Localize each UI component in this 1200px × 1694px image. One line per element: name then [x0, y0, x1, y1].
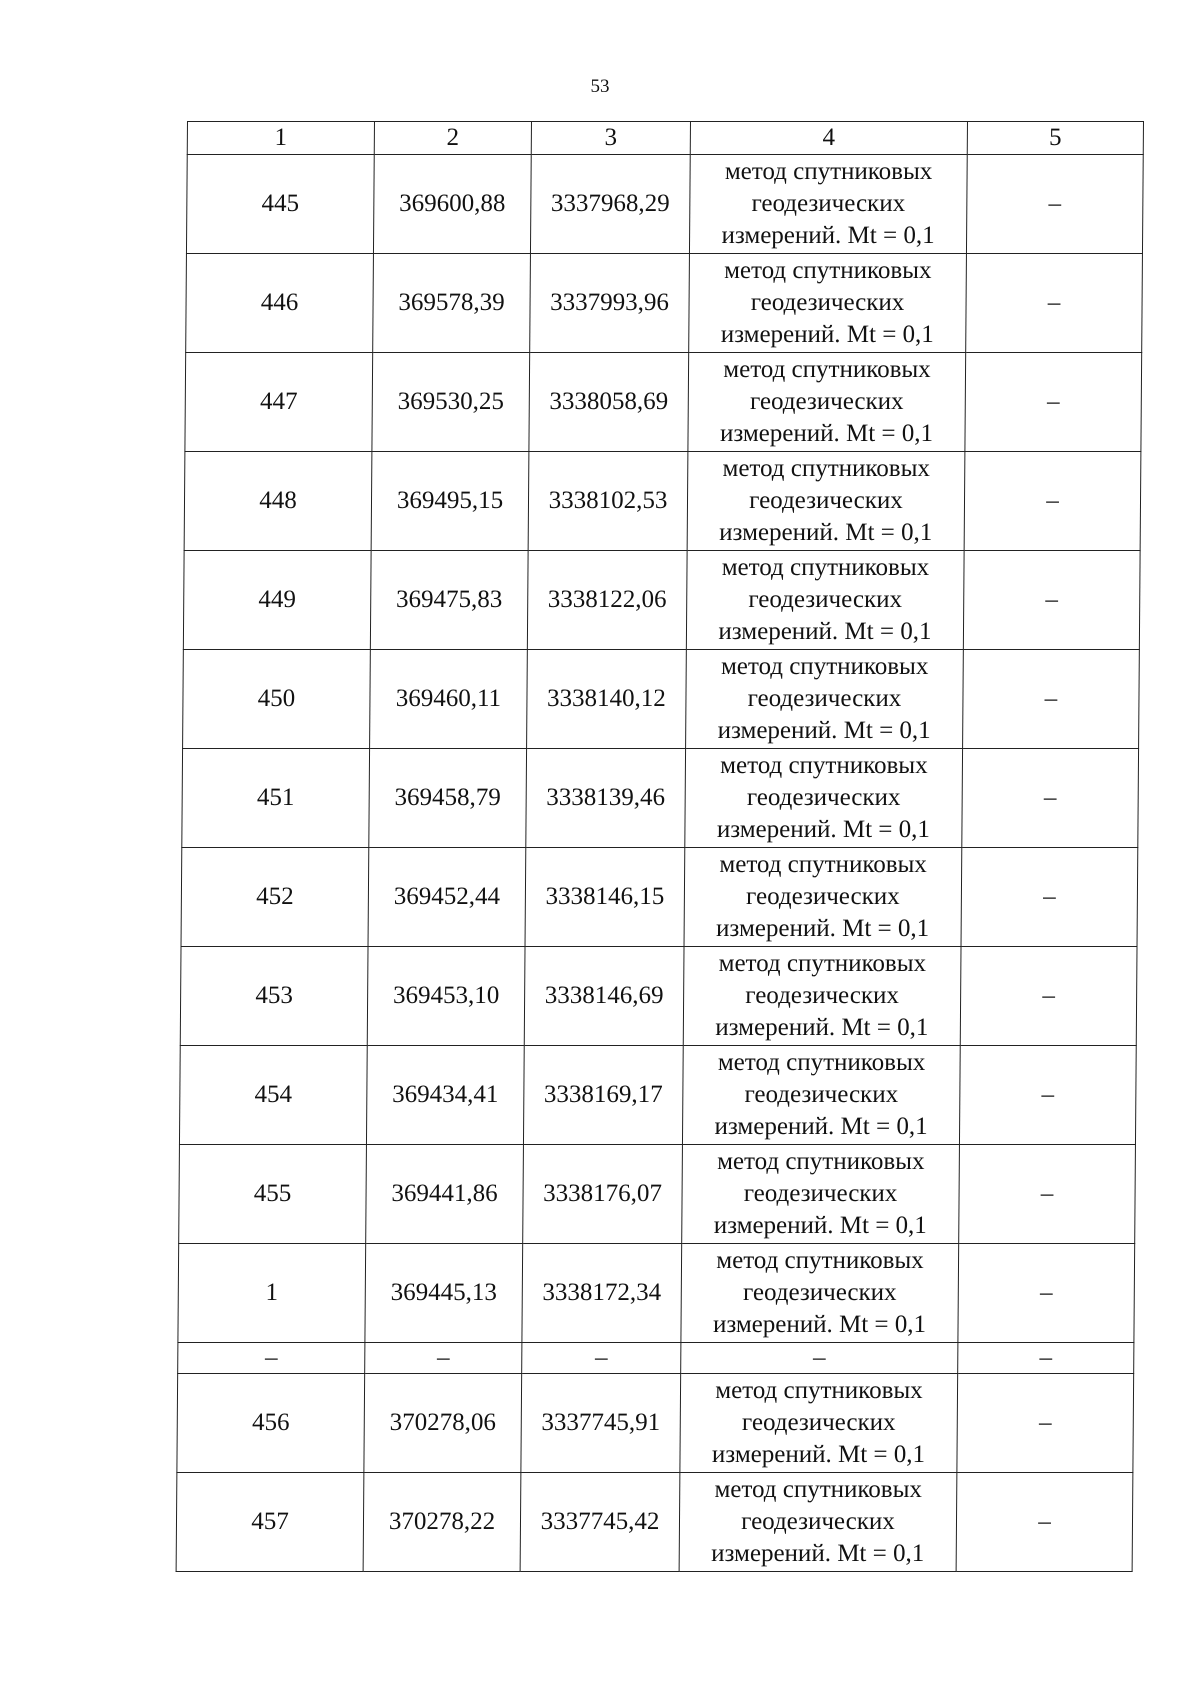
method-text-line: измерений. Mt = 0,1 — [713, 1212, 927, 1239]
method-cell — [686, 650, 964, 749]
method-text-line: геодезических — [746, 883, 900, 910]
method-text-line: геодезических — [741, 1409, 896, 1436]
x-coordinate-cell: – — [365, 1343, 522, 1374]
method-text-line: геодезических — [750, 289, 905, 316]
method-text-line: измерений. Mt = 0,1 — [720, 321, 934, 348]
table-row — [177, 1374, 1134, 1473]
description-cell: – — [960, 947, 1137, 1046]
table-row — [186, 155, 1143, 254]
method-text-line: геодезических — [746, 784, 901, 811]
table-body — [176, 122, 1143, 1572]
point-number-cell: 453 — [180, 947, 368, 1046]
x-coordinate-cell: 369452,44 — [368, 848, 526, 947]
method-text-line: геодезических — [749, 388, 904, 415]
point-number-cell: 449 — [183, 551, 371, 650]
method-cell — [682, 1145, 960, 1244]
method-cell — [684, 848, 962, 947]
method-text-line: метод спутниковых — [720, 752, 928, 779]
table-row — [176, 1473, 1133, 1572]
point-number-cell: 448 — [184, 452, 372, 551]
coordinates-table — [176, 121, 1144, 1572]
description-cell: – — [959, 1145, 1136, 1244]
method-text-line: метод спутниковых — [723, 356, 931, 383]
table-row — [182, 749, 1139, 848]
point-number-cell: 452 — [181, 848, 369, 947]
method-text-line: метод спутниковых — [715, 1377, 923, 1404]
y-coordinate-cell: 3338122,06 — [527, 551, 687, 650]
method-cell — [683, 947, 961, 1046]
y-coordinate-cell: 3338169,17 — [523, 1046, 683, 1145]
description-cell: – — [965, 353, 1142, 452]
y-coordinate-cell: 3338146,69 — [524, 947, 684, 1046]
point-number-cell: 455 — [179, 1145, 367, 1244]
table-row — [184, 452, 1141, 551]
y-coordinate-cell: 3337745,42 — [520, 1473, 680, 1572]
method-text-line: измерений. Mt = 0,1 — [716, 915, 930, 942]
method-cell — [680, 1374, 958, 1473]
method-text-line: метод спутниковых — [714, 1476, 923, 1503]
method-cell — [681, 1244, 959, 1343]
table-row — [183, 551, 1140, 650]
method-text-line: метод спутниковых — [718, 950, 927, 977]
x-coordinate-cell: 369600,88 — [373, 155, 531, 254]
method-text-line: измерений. Mt = 0,1 — [715, 1014, 929, 1041]
method-text-line: геодезических — [748, 586, 903, 613]
point-number-cell: 456 — [177, 1374, 365, 1473]
method-cell — [688, 353, 966, 452]
y-coordinate-cell: 3337745,91 — [521, 1374, 681, 1473]
table-row — [179, 1046, 1136, 1145]
method-cell — [689, 155, 967, 254]
y-coordinate-cell: 3338172,34 — [522, 1244, 682, 1343]
x-coordinate-cell: 369475,83 — [370, 551, 528, 650]
method-text-line: метод спутниковых — [719, 851, 927, 878]
description-cell: – — [963, 650, 1140, 749]
method-text-line: геодезических — [751, 190, 906, 217]
method-text-line: геодезических — [747, 685, 902, 712]
description-cell: – — [962, 749, 1139, 848]
description-cell: – — [966, 254, 1143, 353]
table-row — [185, 353, 1142, 452]
header-cell-description: 5 — [967, 122, 1143, 155]
separator-row — [178, 1343, 1134, 1374]
description-cell: – — [966, 155, 1143, 254]
point-number-cell: 457 — [176, 1473, 364, 1572]
method-cell — [685, 749, 963, 848]
y-coordinate-cell: 3338102,53 — [528, 452, 688, 551]
method-text-line: геодезических — [741, 1508, 895, 1535]
x-coordinate-cell: 369445,13 — [365, 1244, 523, 1343]
method-text-line: метод спутниковых — [721, 554, 930, 581]
x-coordinate-cell: 370278,06 — [364, 1374, 522, 1473]
x-coordinate-cell: 369460,11 — [370, 650, 528, 749]
description-cell: – — [958, 1343, 1134, 1374]
method-cell — [679, 1473, 957, 1572]
table-header-row — [187, 122, 1143, 155]
table-row — [178, 1244, 1135, 1343]
method-text-line: геодезических — [743, 1180, 898, 1207]
description-cell: – — [961, 848, 1138, 947]
method-text-line: геодезических — [749, 487, 903, 514]
method-text-line: измерений. Mt = 0,1 — [714, 1113, 928, 1140]
method-text-line: измерений. Mt = 0,1 — [712, 1311, 927, 1338]
method-cell — [687, 452, 965, 551]
method-text-line: метод спутниковых — [724, 158, 933, 185]
method-text-line: измерений. Mt = 0,1 — [711, 1540, 925, 1567]
page-number: 53 — [590, 76, 610, 97]
point-number-cell: 447 — [185, 353, 373, 452]
y-coordinate-cell: 3338140,12 — [527, 650, 687, 749]
method-text-line: геодезических — [745, 982, 900, 1009]
point-number-cell: 454 — [179, 1046, 367, 1145]
method-text-line: измерений. Mt = 0,1 — [718, 618, 932, 645]
description-cell: – — [964, 452, 1141, 551]
method-text-line: метод спутниковых — [717, 1049, 926, 1076]
header-cell-point-number: 1 — [187, 122, 374, 155]
point-number-cell: 450 — [183, 650, 371, 749]
method-cell — [686, 551, 964, 650]
table-row — [181, 848, 1138, 947]
description-cell: – — [957, 1374, 1134, 1473]
header-cell-y: 3 — [531, 122, 690, 155]
method-text-line: метод спутниковых — [720, 653, 929, 680]
method-text-line: измерений. Mt = 0,1 — [719, 420, 934, 447]
y-coordinate-cell: 3338176,07 — [523, 1145, 683, 1244]
y-coordinate-cell: – — [522, 1343, 681, 1374]
method-text-line: измерений. Mt = 0,1 — [721, 222, 935, 249]
table-row — [186, 254, 1143, 353]
method-text-line: метод спутниковых — [724, 257, 932, 284]
y-coordinate-cell: 3338146,15 — [525, 848, 685, 947]
x-coordinate-cell: 370278,22 — [363, 1473, 521, 1572]
x-coordinate-cell: 369458,79 — [369, 749, 527, 848]
y-coordinate-cell: 3337993,96 — [530, 254, 690, 353]
method-cell: – — [681, 1343, 958, 1374]
y-coordinate-cell: 3338139,46 — [526, 749, 686, 848]
method-cell — [682, 1046, 960, 1145]
point-number-cell: 446 — [186, 254, 374, 353]
point-number-cell: – — [178, 1343, 365, 1374]
x-coordinate-cell: 369453,10 — [367, 947, 525, 1046]
description-cell: – — [956, 1473, 1133, 1572]
description-cell: – — [959, 1046, 1136, 1145]
x-coordinate-cell: 369530,25 — [372, 353, 530, 452]
method-text-line: измерений. Mt = 0,1 — [717, 717, 931, 744]
header-cell-x: 2 — [374, 122, 531, 155]
description-cell: – — [963, 551, 1140, 650]
table-row — [183, 650, 1140, 749]
method-text-line: метод спутниковых — [722, 455, 931, 482]
table-row — [179, 1145, 1136, 1244]
method-text-line: измерений. Mt = 0,1 — [719, 519, 933, 546]
x-coordinate-cell: 369578,39 — [373, 254, 531, 353]
x-coordinate-cell: 369434,41 — [366, 1046, 524, 1145]
method-text-line: геодезических — [744, 1081, 899, 1108]
y-coordinate-cell: 3337968,29 — [530, 155, 690, 254]
header-cell-method: 4 — [690, 122, 967, 155]
method-text-line: метод спутниковых — [716, 1247, 924, 1274]
table-row — [180, 947, 1137, 1046]
point-number-cell: 445 — [186, 155, 374, 254]
x-coordinate-cell: 369495,15 — [371, 452, 529, 551]
point-number-cell: 1 — [178, 1244, 366, 1343]
method-cell — [689, 254, 967, 353]
method-text-line: измерений. Mt = 0,1 — [716, 816, 931, 843]
x-coordinate-cell: 369441,86 — [366, 1145, 524, 1244]
method-text-line: геодезических — [742, 1279, 897, 1306]
method-text-line: измерений. Mt = 0,1 — [711, 1441, 926, 1468]
method-text-line: метод спутниковых — [717, 1148, 925, 1175]
description-cell: – — [958, 1244, 1135, 1343]
point-number-cell: 451 — [182, 749, 370, 848]
y-coordinate-cell: 3338058,69 — [529, 353, 689, 452]
